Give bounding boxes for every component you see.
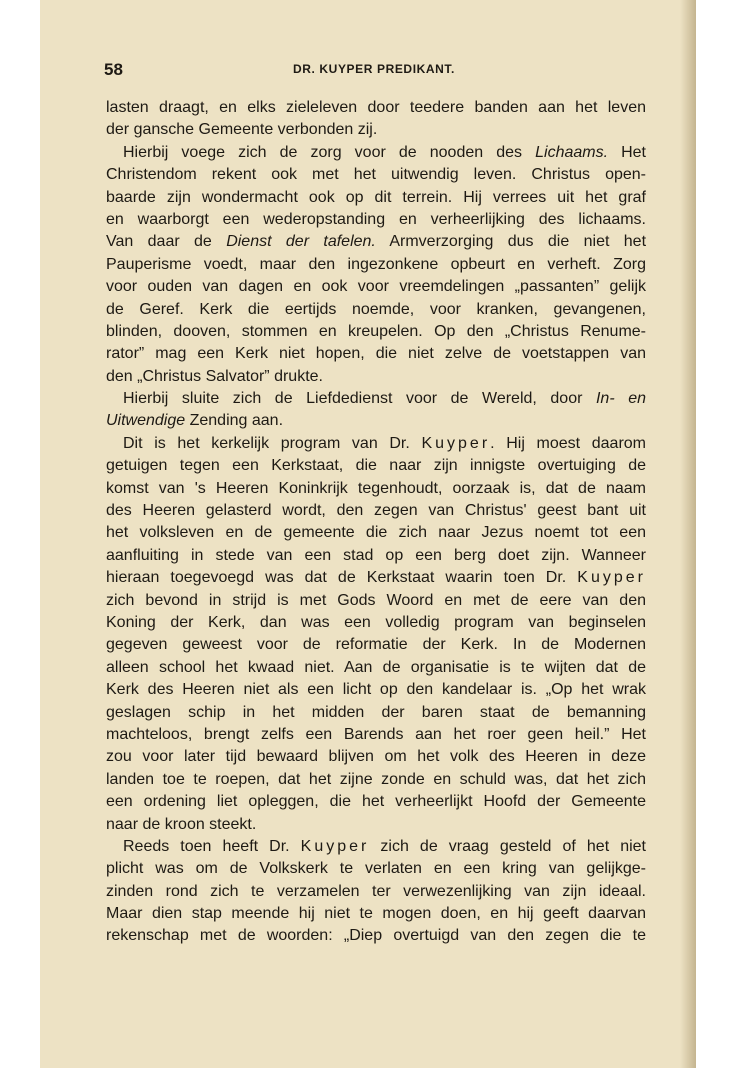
text-line: der gansche Gemeente verbonden zij. [106, 121, 378, 139]
paragraph [106, 97, 646, 142]
letterspaced-name: Kuyper [421, 434, 491, 452]
text-line: zinden rond zich te verzamelen ter verwezenlijking van zijn ideaal. [106, 882, 646, 900]
text-line: baarde zijn wondermacht ook op dit terrein. Hij verrees uit het graf [106, 188, 646, 206]
text-line: Koning der Kerk, dan was een volledig program van beginselen [106, 613, 646, 631]
page-number: 58 [104, 60, 123, 79]
text-line: Hierbij sluite zich de Liefdedienst voor de Wereld, door In- en [123, 390, 646, 408]
text-line: alleen school het kwaad niet. Aan de organisatie is te wijten dat de [106, 658, 646, 676]
body-text [106, 97, 646, 948]
text-line: Dit is het kerkelijk program van Dr. Kuyper. Hij moest daarom [123, 434, 647, 452]
text-line: Van daar de Dienst der tafelen. Armverzorging dus die niet het [106, 233, 647, 251]
text-line: geslagen schip in het midden der baren staat de bemanning [106, 703, 646, 721]
text-line: blinden, dooven, stommen en kreupelen. Op den „Christus Renume- [106, 322, 646, 340]
letterspaced-name: Kuyper [577, 569, 646, 587]
text-line: en waarborgt een wederopstanding en verheerlijking des lichaams. [106, 210, 646, 228]
text-line: komst van 's Heeren Koninkrijk tegenhoudt, oorzaak is, dat de naam [106, 479, 646, 497]
paragraph [106, 433, 646, 836]
paragraph [106, 388, 646, 433]
text-line: Reeds toen heeft Dr. Kuyper zich de vraag gesteld of het niet [123, 837, 647, 855]
text-line: hieraan toegevoegd was dat de Kerkstaat waarin toen Dr. Kuyper [106, 569, 646, 587]
text-line: landen toe te roepen, dat het zijne zonde en schuld was, dat het zich [106, 770, 646, 788]
text-line: naar de kroon steekt. [106, 815, 257, 833]
text-line: des Heeren gelasterd wordt, den zegen van Christus' geest bant uit [106, 502, 646, 520]
text-line: Maar dien stap meende hij niet te mogen doen, en hij geeft daarvan [106, 905, 646, 923]
text-line: Pauperisme voedt, maar den ingezonkene opbeurt en verheft. Zorg [106, 255, 646, 273]
text-line: lasten draagt, en elks zieleleven door teedere banden aan het leven [106, 99, 646, 116]
text-line: den „Christus Salvator” drukte. [106, 367, 323, 385]
italic-text: In- en [595, 390, 646, 408]
text-line: Christendom rekent ook met het uitwendig leven. Christus open- [106, 166, 646, 184]
text-line: de Geref. Kerk die eertijds noemde, voor kranken, gevangenen, [106, 300, 646, 318]
text-line: gegeven geweest voor de reformatie der Kerk. In de Modernen [106, 636, 646, 654]
text-line: getuigen tegen een Kerkstaat, die naar zijn innigste overtuiging de [106, 457, 646, 475]
text-line: zich bevond in strijd is met Gods Woord en met de eere van den [106, 591, 646, 609]
text-line: een ordening liet opleggen, die het verheerlijkt Hoofd der Gemeente [106, 793, 646, 811]
book-page [40, 0, 696, 1068]
paragraph [106, 836, 646, 948]
text-line: zou voor later tijd bewaard blijven om het volk des Heeren in deze [106, 748, 646, 766]
letterspaced-name: Kuyper [300, 837, 370, 855]
page-header [104, 60, 644, 82]
italic-text: Lichaams. [535, 143, 609, 161]
italic-text: Uitwendige [106, 412, 186, 430]
paragraph [106, 142, 646, 388]
text-line: rator” mag een Kerk niet hopen, die niet zelve de voetstappen van [106, 345, 646, 363]
italic-text: Dienst der tafelen. [226, 233, 376, 251]
running-head: DR. KUYPER PREDIKANT. [293, 62, 455, 76]
text-line: plicht was om de Volkskerk te verlaten en een kring van gelijkge- [106, 860, 646, 878]
text-line: rekenschap met de woorden: „Diep overtuigd van den zegen die te [106, 927, 646, 945]
text-line: machteloos, brengt zelfs een Barends aan het roer geen heil.” Het [106, 725, 646, 743]
text-line: Uitwendige Zending aan. [106, 412, 284, 430]
text-line: aanfluiting in stede van een stad op een berg doet zijn. Wanneer [106, 546, 646, 564]
text-line: het volksleven en de gemeente die zich naar Jezus noemt tot een [106, 524, 646, 542]
text-line: Kerk des Heeren niet als een licht op den kandelaar is. „Op het wrak [106, 681, 646, 699]
text-line: Hierbij voege zich de zorg voor de nooden des Lichaams. Het [123, 143, 647, 161]
text-line: voor ouden van dagen en ook voor vreemdelingen „passanten” gelijk [106, 278, 646, 296]
